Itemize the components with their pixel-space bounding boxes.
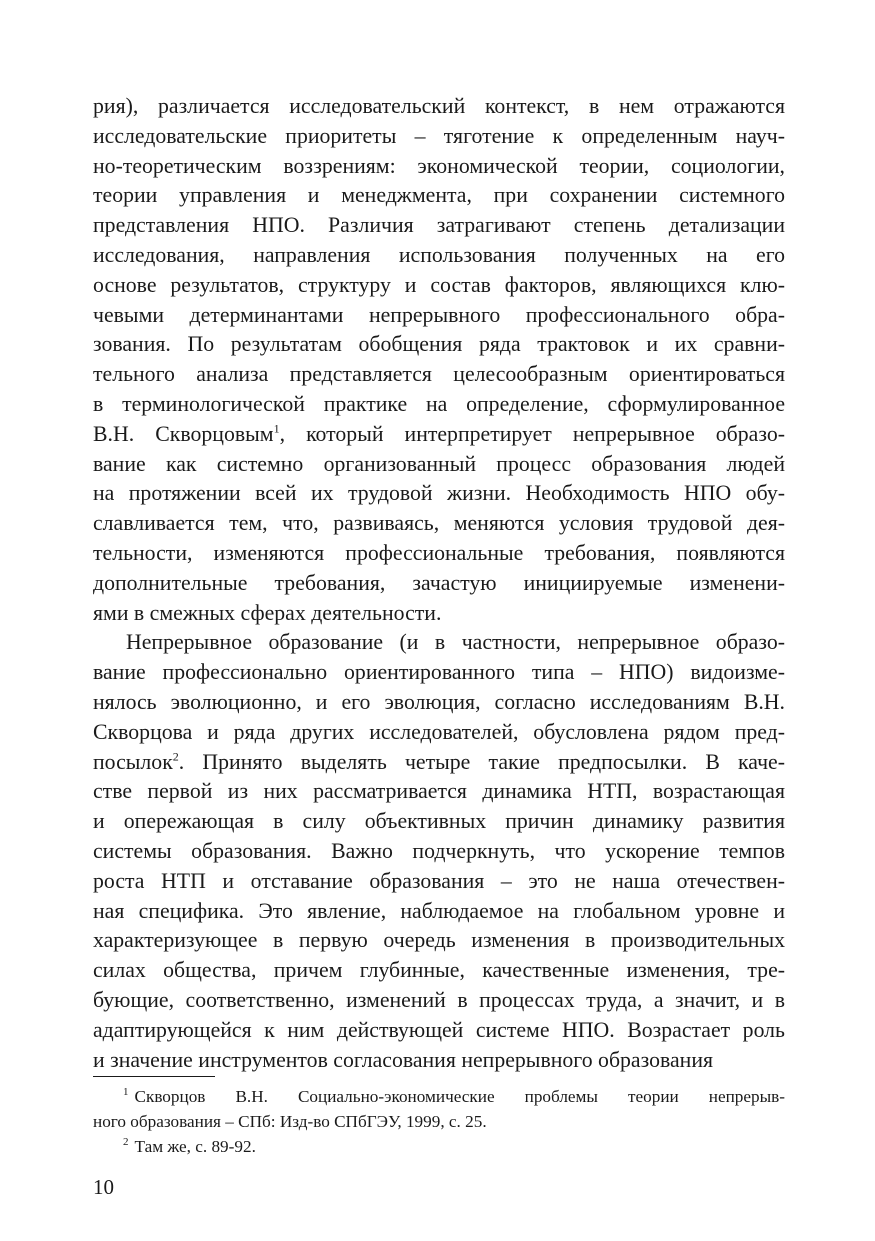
text-fragment: посылок — [93, 749, 173, 774]
text-line: Непрерывное образование (и в частности, непрерывное образо- — [126, 630, 785, 655]
footnote-ref-1[interactable]: 1 — [273, 421, 280, 436]
text-line: и опережающая в силу объективных причин динамику развития — [93, 809, 785, 834]
footnote-1 — [93, 1084, 785, 1134]
footnote-text: Там же, с. 89-92. — [134, 1137, 256, 1156]
text-line: рия), различается исследовательский контекст, в нем отражаются — [93, 94, 785, 118]
text-fragment: который интерпретирует непрерывное образо- — [306, 421, 785, 446]
footnote-marker: 1 — [123, 1086, 129, 1099]
text-line: стве первой из них рассматривается динамика НТП, возрастающая — [93, 779, 785, 804]
text-line: в терминологической практике на определение, сформулированное — [93, 391, 785, 416]
page-number: 10 — [93, 1175, 114, 1199]
text-line: исследовательские приоритеты – тяготение к определенным науч- — [93, 123, 785, 148]
text-line: исследования, направления использования полученных на его — [93, 242, 785, 267]
text-line: ная специфика. Это явление, наблюдаемое на глобальном уровне и — [93, 898, 785, 923]
text-line: системы образования. Важно подчеркнуть, что ускорение темпов — [93, 838, 785, 863]
text-line: основе результатов, структуру и состав факторов, являющихся клю- — [93, 272, 785, 297]
paragraph-1 — [93, 92, 785, 628]
footnote-2 — [93, 1134, 785, 1159]
text-line: дополнительные требования, зачастую инициируемые изменени- — [93, 570, 785, 595]
text-line: бующие, соответственно, изменений в процессах труда, а значит, и в — [93, 987, 785, 1012]
footnote-marker: 2 — [123, 1136, 129, 1149]
footnotes — [93, 1084, 785, 1159]
footnote-line — [93, 1084, 785, 1109]
footnote-line: ного образования – СПб: Изд-во СПбГЭУ, 1999, с. 25. — [93, 1112, 487, 1131]
text-line: ями в смежных сферах деятельности. — [93, 600, 442, 625]
footnote-text: Скворцов В.Н. Социально-экономические проблемы теории непрерыв- — [134, 1087, 785, 1106]
text-line: тельного анализа представляется целесообразным ориентироваться — [93, 362, 785, 387]
text-line: теории управления и менеджмента, при сохранении системного — [93, 183, 785, 208]
text-line: и значение инструментов согласования непрерывного образования — [93, 1047, 714, 1072]
text-line-with-footnote — [93, 748, 785, 778]
page-body — [93, 92, 785, 1075]
footnote-ref-2[interactable]: 2 — [172, 749, 179, 764]
footnote-divider — [93, 1076, 215, 1077]
text-line: зования. По результатам обобщения ряда трактовок и их сравни- — [93, 332, 785, 357]
text-line: роста НТП и отставание образования – это не наша отечествен- — [93, 868, 785, 893]
text-line: тельности, изменяются профессиональные требования, появляются — [93, 540, 785, 565]
text-line: вание профессионально ориентированного типа – НПО) видоизме- — [93, 660, 785, 685]
text-line: нялось эволюционно, и его эволюция, согласно исследованиям В.Н. — [93, 689, 785, 714]
text-line-with-footnote — [93, 420, 785, 450]
text-line: но-теоретическим воззрениям: экономической теории, социологии, — [93, 153, 785, 178]
author-name: В.Н. Скворцовым — [93, 421, 274, 446]
text-line: вание как системно организованный процесс образования людей — [93, 451, 785, 476]
text-line: славливается тем, что, развиваясь, меняются условия трудовой дея- — [93, 511, 785, 536]
paragraph-2 — [93, 628, 785, 1075]
comma: , — [279, 421, 286, 446]
text-line: адаптирующейся к ним действующей системе НПО. Возрастает роль — [93, 1017, 785, 1042]
text-fragment: . Принято выделять четыре такие предпосылки. В каче- — [178, 749, 785, 774]
text-line: характеризующее в первую очередь изменения в производительных — [93, 928, 785, 953]
text-line: представления НПО. Различия затрагивают степень детализации — [93, 213, 785, 238]
text-line: чевыми детерминантами непрерывного профессионального обра- — [93, 302, 785, 327]
text-line: Скворцова и ряда других исследователей, обусловлена рядом пред- — [93, 719, 785, 744]
text-line: силах общества, причем глубинные, качественные изменения, тре- — [93, 958, 785, 983]
text-line: на протяжении всей их трудовой жизни. Необходимость НПО обу- — [93, 481, 785, 506]
footnote-line — [93, 1134, 785, 1159]
